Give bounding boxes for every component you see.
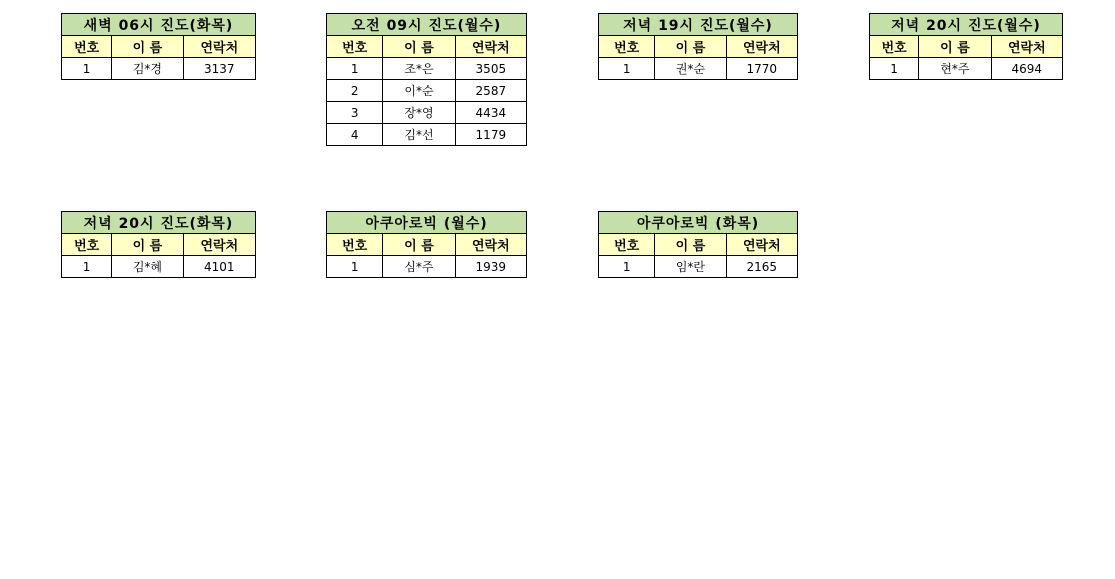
- table-row: [599, 58, 798, 80]
- table-row: [327, 80, 527, 102]
- header-name: 이 름: [655, 234, 726, 256]
- row-contact: 3137: [183, 58, 255, 80]
- header-number: 번호: [327, 234, 383, 256]
- header-name: 이 름: [112, 36, 183, 58]
- row-name: 김*경: [112, 58, 183, 80]
- row-number: 1: [62, 58, 112, 80]
- header-number: 번호: [599, 36, 655, 58]
- table-title: 오전 09시 진도(월수): [327, 14, 527, 36]
- header-name: 이 름: [655, 36, 726, 58]
- header-number: 번호: [327, 36, 383, 58]
- row-contact: 3505: [455, 58, 526, 80]
- header-number: 번호: [62, 234, 112, 256]
- row-number: 3: [327, 102, 383, 124]
- row-name: 심*주: [383, 256, 455, 278]
- schedule-table-evening-20-tue-thu: [61, 211, 256, 278]
- row-number: 1: [62, 256, 112, 278]
- header-name: 이 름: [919, 36, 991, 58]
- row-contact: 1939: [455, 256, 526, 278]
- row-number: 1: [870, 58, 919, 80]
- header-contact: 연락처: [726, 36, 797, 58]
- row-contact: 2165: [726, 256, 797, 278]
- table-row: [870, 58, 1063, 80]
- row-contact: 1179: [455, 124, 526, 146]
- table-title: 저녁 20시 진도(화목): [62, 212, 256, 234]
- table-title: 아쿠아로빅 (월수): [327, 212, 527, 234]
- table-title: 새벽 06시 진도(화목): [62, 14, 256, 36]
- table-title: 아쿠아로빅 (화목): [599, 212, 798, 234]
- schedule-table-aquarobics-tue-thu: [598, 211, 798, 278]
- table-row: [599, 256, 798, 278]
- header-number: 번호: [870, 36, 919, 58]
- row-number: 1: [327, 58, 383, 80]
- row-number: 1: [599, 256, 655, 278]
- header-contact: 연락처: [183, 234, 255, 256]
- schedule-table-aquarobics-mon-wed: [326, 211, 527, 278]
- schedule-table-evening-19-mon-wed: [598, 13, 798, 80]
- header-number: 번호: [599, 234, 655, 256]
- row-name: 이*순: [383, 80, 455, 102]
- schedule-table-dawn-06-tue-thu: [61, 13, 256, 80]
- table-row: [62, 58, 256, 80]
- header-contact: 연락처: [991, 36, 1062, 58]
- row-contact: 4101: [183, 256, 255, 278]
- row-name: 권*순: [655, 58, 726, 80]
- row-contact: 2587: [455, 80, 526, 102]
- header-number: 번호: [62, 36, 112, 58]
- header-contact: 연락처: [455, 234, 526, 256]
- header-name: 이 름: [112, 234, 183, 256]
- table-title: 저녁 20시 진도(월수): [870, 14, 1063, 36]
- header-name: 이 름: [383, 234, 455, 256]
- row-contact: 4694: [991, 58, 1062, 80]
- row-name: 장*영: [383, 102, 455, 124]
- schedule-table-morning-09-mon-wed: [326, 13, 527, 146]
- table-row: [327, 124, 527, 146]
- row-name: 김*혜: [112, 256, 183, 278]
- row-name: 김*선: [383, 124, 455, 146]
- row-name: 현*주: [919, 58, 991, 80]
- table-row: [62, 256, 256, 278]
- row-number: 4: [327, 124, 383, 146]
- row-contact: 1770: [726, 58, 797, 80]
- row-number: 2: [327, 80, 383, 102]
- table-row: [327, 102, 527, 124]
- schedule-table-evening-20-mon-wed: [869, 13, 1063, 80]
- row-name: 임*란: [655, 256, 726, 278]
- table-row: [327, 256, 527, 278]
- table-title: 저녁 19시 진도(월수): [599, 14, 798, 36]
- header-name: 이 름: [383, 36, 455, 58]
- header-contact: 연락처: [183, 36, 255, 58]
- row-number: 1: [599, 58, 655, 80]
- header-contact: 연락처: [726, 234, 797, 256]
- row-contact: 4434: [455, 102, 526, 124]
- row-name: 조*은: [383, 58, 455, 80]
- row-number: 1: [327, 256, 383, 278]
- table-row: [327, 58, 527, 80]
- header-contact: 연락처: [455, 36, 526, 58]
